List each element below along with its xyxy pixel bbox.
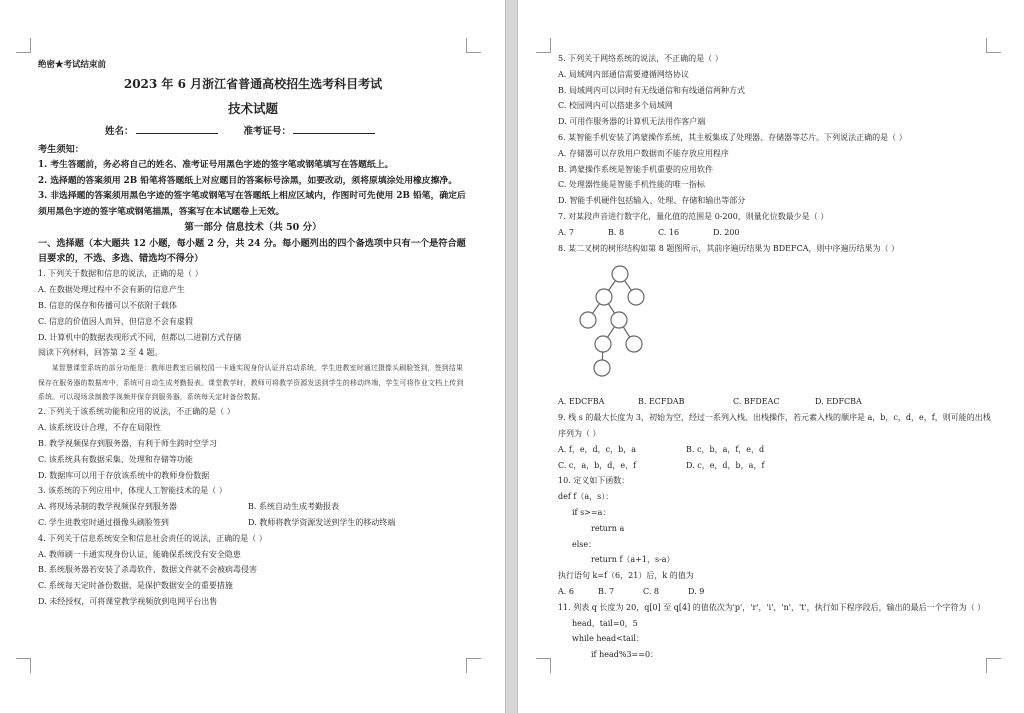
id-blank <box>293 123 375 134</box>
question-stem: 2. 下列关于该系统功能和应用的说法，不正确的是（ ） <box>38 407 235 417</box>
option: C. 8 <box>643 586 660 596</box>
option-row <box>558 394 998 410</box>
option: A. 6 <box>558 586 574 596</box>
code-line: return f（a+1，s-a） <box>591 555 675 565</box>
question-stem: 4. 下列关于信息系统安全和信息社会责任的说法，正确的是（ ） <box>38 533 267 543</box>
option: A. 将现场录制的教学视频保存到服务器 <box>38 502 177 512</box>
option-row <box>558 225 998 241</box>
option: A. 存储器可以存放用户数据而不能存放应用程序 <box>558 148 729 158</box>
option: D. 智能手机硬件包括输入、处理、存储和输出等部分 <box>558 196 746 206</box>
option: B. 信息的保存和传播可以不依附于载体 <box>38 300 177 310</box>
option: A. 在数据处理过程中不会有新的信息产生 <box>38 285 185 295</box>
reading-passage: 某智慧课堂系统的部分功能是：教师进教室后刷校园一卡通实现身份认证并启动系统，学生进教室时通过摄像头刷脸签到，签到结果保存在服务器的数据库中，系统可自动生成考勤报表。课堂教学时，教师可将教学资源发送到学生的移动终端，学生可将作业文档上传到系统。可以现场录制教学视频并保存到服务器，系统每天定时备份数据。 <box>38 364 464 401</box>
crop-mark <box>536 38 551 53</box>
option-row <box>558 442 998 458</box>
option: B. 系统自动生成考勤报表 <box>248 502 339 512</box>
crop-mark <box>466 658 481 673</box>
option: C. 系统每天定时备份数据，是保护数据安全的重要措施 <box>38 581 233 591</box>
crop-mark <box>466 38 481 53</box>
tree-node <box>611 312 627 328</box>
option: D. EDFCBA <box>815 397 862 407</box>
option: B. ECFDAB <box>638 397 685 407</box>
option: B. 鸿蒙操作系统是智能手机重要的应用软件 <box>558 164 713 174</box>
tree-node <box>596 289 612 305</box>
exec-statement: 执行语句 k=f（6，21）后，k 的值为 <box>558 571 694 581</box>
id-label: 准考证号： <box>243 126 292 137</box>
option: A. 7 <box>558 227 574 237</box>
section-title: 一、选择题（本大题共 12 小题，每小题 2 分，共 24 分。每小题列出的四个备选项中只有一个是符合题目要求的，不选、多选、错选均不得分） <box>38 238 466 265</box>
option: A. EDCFBA <box>558 397 605 407</box>
option: C. BFDEAC <box>733 397 780 407</box>
name-id-row <box>38 122 468 142</box>
option: C. 该系统具有数据采集、处理和存储等功能 <box>38 454 193 464</box>
option: B. 局域网内可以同时有无线通信和有线通信两种方式 <box>558 85 745 95</box>
notice-item: 3. 非选择题的答案须用黑色字迹的签字笔或钢笔写在答题纸上相应区域内，作图时可先使用 2B 铅笔，确定后须用黑色字迹的签字笔或钢笔描黑，答案写在本试题卷上无效。 <box>38 191 466 217</box>
question-stem: 3. 该系统的下列应用中，体现人工智能技术的是（ ） <box>38 486 227 496</box>
question-stem: 6. 某智能手机安装了鸿蒙操作系统，其主板集成了处理器、存储器等芯片。下列说法正确的是（ ） <box>558 132 907 142</box>
name-blank <box>136 123 218 134</box>
option-row <box>38 499 468 515</box>
exam-page-right <box>518 0 1024 713</box>
binary-tree-figure <box>566 260 686 388</box>
option: C. 16 <box>658 227 680 237</box>
notice-item: 2. 选择题的答案须用 2B 铅笔将答题纸上对应题目的答案标号涂黑，如要改动，须将原填涂处用橡皮擦净。 <box>38 175 457 186</box>
crop-mark <box>16 658 31 673</box>
option: D. 数据库可以用于存放该系统中的教师身份数据 <box>38 470 210 480</box>
option: B. 教学视频保存到服务器，有利于师生跨时空学习 <box>38 438 217 448</box>
code-line: if head%3==0： <box>591 650 659 660</box>
tree-node <box>595 336 611 352</box>
code-line: head，tail=0，5 <box>572 618 638 628</box>
page-gutter <box>505 0 518 713</box>
code-line: return a <box>591 523 625 533</box>
code-line: else： <box>572 539 597 549</box>
option: A. 该系统设计合理，不存在局限性 <box>38 423 161 433</box>
option: C. 学生进教室时通过摄像头刷脸签到 <box>38 517 169 527</box>
question-stem: 10. 定义如下函数： <box>558 476 630 486</box>
option: B. 7 <box>598 586 615 596</box>
code-line: while head<tail： <box>572 634 644 644</box>
option: D. 9 <box>688 586 705 596</box>
option: B. 8 <box>608 227 625 237</box>
option: D. c，e，d，b，a，f <box>686 460 765 470</box>
exam-title: 2023 年 6 月浙江省普通高校招生选考科目考试 <box>123 77 383 91</box>
tree-node <box>594 360 610 376</box>
tree-node <box>626 336 642 352</box>
part-title: 第一部分 信息技术（共 50 分） <box>184 222 322 234</box>
option: C. 处理器性能是智能手机性能的唯一指标 <box>558 180 705 190</box>
reading-intro: 阅读下列材料，回答第 2 至 4 题。 <box>38 348 163 358</box>
notice-item: 1. 考生答题前，务必将自己的姓名、准考证号用黑色字迹的签字笔或钢笔填写在答题纸上。 <box>38 160 394 170</box>
exam-page-left <box>0 0 505 713</box>
option: A. 局域网内部通信需要遵循网络协议 <box>558 69 689 79</box>
question-stem: 9. 栈 s 的最大长度为 3，初始为空，经过一系列入栈、出栈操作，若元素入栈的顺序是 a，b，c，d，e，f，则可能的出栈序列为（ ） <box>558 413 991 438</box>
option-row <box>558 458 998 474</box>
notice-title: 考生须知： <box>38 144 84 155</box>
option: D. 可用作服务器的计算机无法用作客户端 <box>558 117 706 127</box>
code-line: if s>=a： <box>572 507 611 517</box>
option: B. 系统服务器若安装了杀毒软件，数据文件就不会被病毒侵害 <box>38 565 257 575</box>
question-stem: 1. 下列关于数据和信息的说法，正确的是（ ） <box>38 269 203 279</box>
option: B. c，b，a，f，e，d <box>686 444 765 454</box>
question-stem: 11. 列表 q 长度为 20，q[0] 至 q[4] 的值依次为'p'，'r'，'i'，'n'，'t'，执行如下程序段后，输出的最后一个字符为（ ） <box>558 602 986 612</box>
option-row <box>38 515 468 531</box>
option: D. 计算机中的数据表现形式不同，但都以二进制方式存储 <box>38 332 242 342</box>
crop-mark <box>536 658 551 673</box>
exam-subtitle: 技术试题 <box>227 101 278 116</box>
question-stem: 7. 对某段声音进行数字化，量化值的范围是 0-200，则量化位数最少是（ ） <box>558 211 829 221</box>
option: A. f，e，d，c，b，a <box>558 444 637 454</box>
crop-mark <box>16 38 31 53</box>
code-line: def f（a，s）： <box>558 492 614 502</box>
option: C. 信息的价值因人而异，但信息不会有虚假 <box>38 316 193 326</box>
option-row <box>558 584 998 600</box>
tree-node <box>628 289 644 305</box>
option: D. 教师将教学资源发送到学生的移动终端 <box>248 517 396 527</box>
tree-node <box>612 266 628 282</box>
option: D. 未经授权，可将课堂教学视频放到电网平台出售 <box>38 596 218 606</box>
option: C. 校园网内可以搭建多个局域网 <box>558 101 673 111</box>
option: A. 教师刷一卡通实现身份认证，能确保系统没有安全隐患 <box>38 549 241 559</box>
question-stem: 5. 下列关于网络系统的说法，不正确的是（ ） <box>558 54 723 63</box>
option: D. 200 <box>713 227 740 237</box>
question-stem: 8. 某二叉树的树形结构如第 8 题图所示，其前序遍历结果为 BDEFCA，则中序遍历结果为（ ） <box>558 243 900 253</box>
secret-label: 绝密★考试结束前 <box>38 60 107 70</box>
option: C. c，a，b，d，e，f <box>558 460 637 470</box>
tree-node <box>580 312 596 328</box>
name-label: 姓名： <box>104 126 134 137</box>
